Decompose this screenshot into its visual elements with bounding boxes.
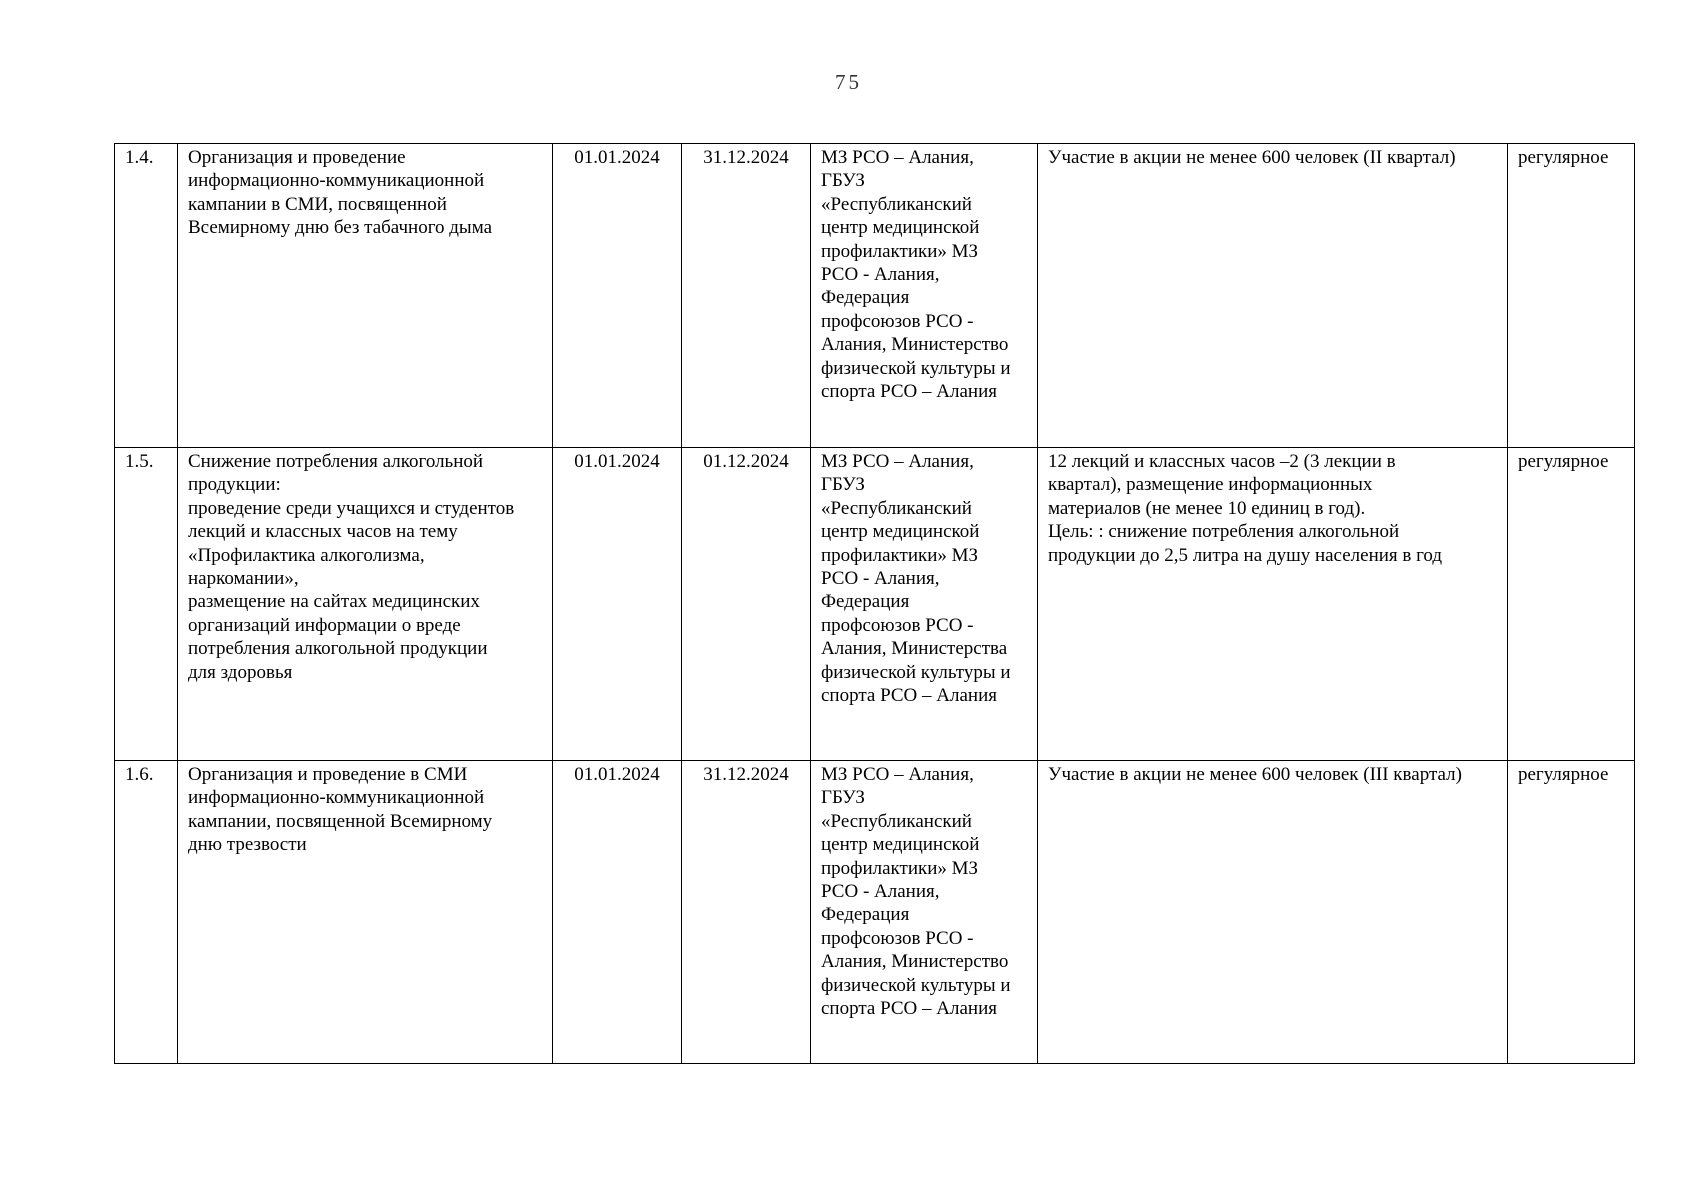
activities-table — [114, 143, 1635, 1064]
responsible-parties: МЗ РСО – Алания, ГБУЗ «Республиканский центр медицинской профилактики» МЗ РСО - Алания, Федерация профсоюзов РСО - Алания, Министерства физической культуры и спорта РСО – Алания — [811, 448, 1038, 761]
responsible-parties: МЗ РСО – Алания, ГБУЗ «Республиканский центр медицинской профилактики» МЗ РСО - Алания, Федерация профсоюзов РСО - Алания, Министерство физической культуры и спорта РСО – Алания — [811, 761, 1038, 1064]
activity-name: Организация и проведение информационно-коммуникационной кампании в СМИ, посвященной Всемирному дню без табачного дыма — [178, 144, 553, 448]
page-number: 75 — [835, 70, 862, 94]
activity-type: регулярное — [1508, 144, 1635, 448]
end-date: 31.12.2024 — [682, 761, 811, 1064]
row-number: 1.5. — [115, 448, 178, 761]
expected-result: Участие в акции не менее 600 человек (II квартал) — [1038, 144, 1508, 448]
expected-result: 12 лекций и классных часов –2 (3 лекции в квартал), размещение информационных материалов (не менее 10 единиц в год). Цель: : снижение потребления алкогольной продукции до 2,5 литра на душу населения в год — [1038, 448, 1508, 761]
row-number: 1.4. — [115, 144, 178, 448]
end-date: 31.12.2024 — [682, 144, 811, 448]
start-date: 01.01.2024 — [553, 761, 682, 1064]
responsible-parties: МЗ РСО – Алания, ГБУЗ «Республиканский центр медицинской профилактики» МЗ РСО - Алания, Федерация профсоюзов РСО - Алания, Министерство физической культуры и спорта РСО – Алания — [811, 144, 1038, 448]
start-date: 01.01.2024 — [553, 144, 682, 448]
start-date: 01.01.2024 — [553, 448, 682, 761]
table-row — [115, 761, 1635, 1064]
activity-name: Организация и проведение в СМИ информационно-коммуникационной кампании, посвященной Всемирному дню трезвости — [178, 761, 553, 1064]
expected-result: Участие в акции не менее 600 человек (III квартал) — [1038, 761, 1508, 1064]
activity-type: регулярное — [1508, 448, 1635, 761]
activity-type: регулярное — [1508, 761, 1635, 1064]
activity-name: Снижение потребления алкогольной продукции: проведение среди учащихся и студентов лекций и классных часов на тему «Профилактика алкоголизма, наркомании», размещение на сайтах медицинских организаций информации о вреде потребления алкогольной продукции для здоровья — [178, 448, 553, 761]
table-row — [115, 448, 1635, 761]
table-row — [115, 144, 1635, 448]
end-date: 01.12.2024 — [682, 448, 811, 761]
row-number: 1.6. — [115, 761, 178, 1064]
